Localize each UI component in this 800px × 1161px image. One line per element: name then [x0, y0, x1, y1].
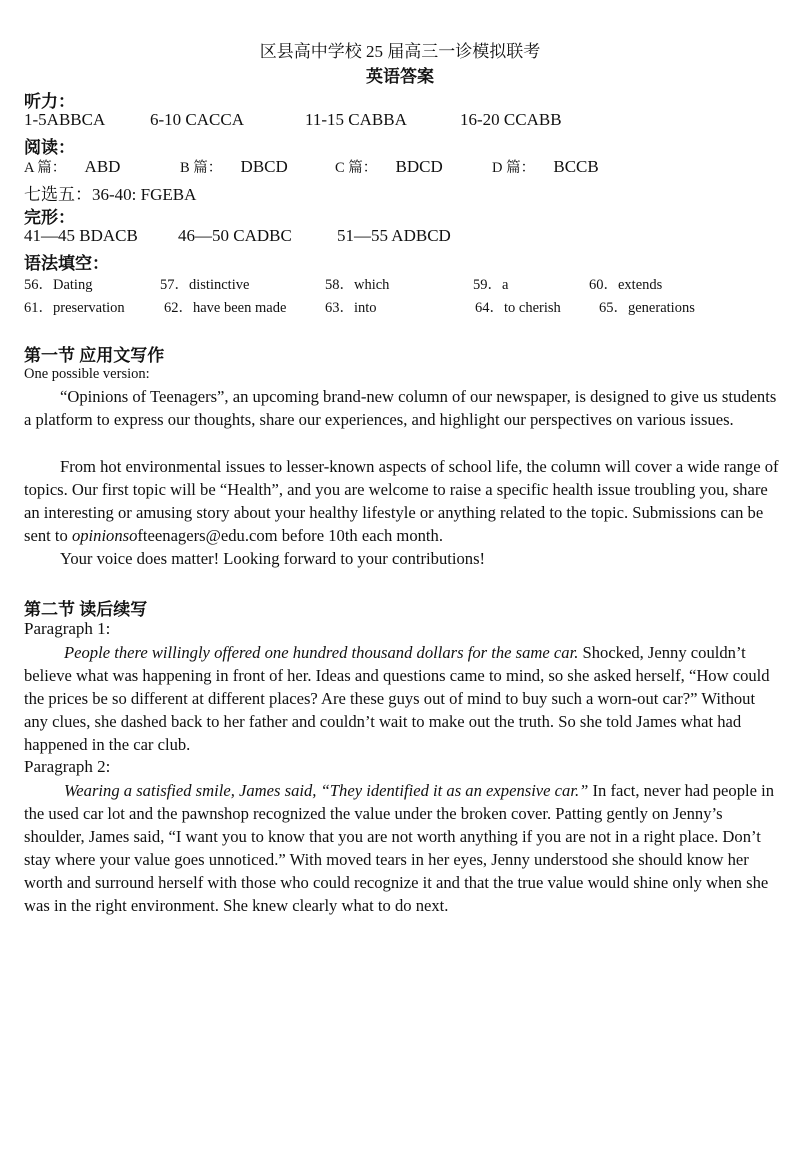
reading-part-c	[335, 156, 443, 177]
section1-version-label: One possible version:	[24, 366, 150, 382]
section1-paragraph-1-text: “Opinions of Teenagers”, an upcoming brand-new column of our newspaper, is designed to give us students a platform to express our thoughts, share our experiences, and highlight our perspectives on various issues.	[24, 387, 777, 430]
paragraph-2-body: In fact, never had people in the used car lot and the pawnshop recognized the value under the broken cover. Patting gently on Jenny’s shoulder, James said, “I want you to know that you are not worth anything if you are not in a right place. Don’t stay where your value goes unnoticed.” With moved tears in her eyes, Jenny understood she should know her worth and surround herself with those who could recognize it and that the true value would shine only when she was in the right environment. She knew clearly what to do next.	[24, 781, 775, 916]
reading-part-label: D 篇：	[492, 160, 536, 176]
grammar-item: 56．Dating	[24, 277, 93, 293]
grammar-item: 58．which	[325, 277, 390, 293]
grammar-item: 62．have been made	[164, 300, 287, 316]
section1-paragraph-1	[24, 385, 780, 431]
paragraph-1-body: Shocked, Jenny couldn’t believe what was happening in front of her. Ideas and questions came to mind, so she asked herself, “How could the prices be so different at different places? Are these guys out of mind to buy such a worn-out car?” Without any clues, she dashed back to her father and couldn’t wait to make out the truth. So she told James what had happened in the car club.	[24, 643, 770, 755]
listening-group-3: 11-15 CABBA	[305, 110, 407, 129]
reading-part-a	[24, 156, 120, 177]
seven-choose-five: 七选五：36-40: FGEBA	[24, 185, 197, 204]
section1-paragraph-2-text: From hot environmental issues to lesser-known aspects of school life, the column will cover a wide range of topics. Our first topic will be “Health”, and you are welcome to raise a specific health issue troubling you, share an interesting or amusing story about your healthy lifestyle or anything related to the topic. Submissions can be sent to	[24, 457, 779, 546]
reading-part-answer: ABD	[84, 157, 121, 176]
section1-paragraph-2-tail: before 10th each month.	[277, 526, 443, 546]
document-subtitle: 英语答案	[366, 67, 434, 86]
section2-paragraph-2	[24, 779, 780, 918]
grammar-item: 65．generations	[599, 300, 695, 316]
section1-paragraph-3	[24, 547, 780, 570]
paragraph-2-lead: Wearing a satisfied smile, James said, “They identified it as an expensive car.”	[64, 781, 589, 800]
grammar-item: 61．preservation	[24, 300, 125, 316]
listening-group-4: 16-20 CCABB	[460, 110, 562, 129]
paragraph-1-lead: People there willingly offered one hundred thousand dollars for the same car.	[64, 643, 579, 662]
reading-part-d	[492, 156, 599, 177]
document-title: 区县高中学校 25 届高三一诊模拟联考	[259, 42, 541, 61]
reading-heading: 阅读：	[24, 138, 75, 157]
section1-heading: 第一节 应用文写作	[24, 346, 165, 365]
paragraph-1-label: Paragraph 1:	[24, 619, 111, 638]
section1-paragraph-2	[24, 455, 780, 547]
email-italic-part: opinionso	[71, 526, 138, 546]
section1-paragraph-3-text: Your voice does matter! Looking forward to your contributions!	[60, 549, 486, 568]
section2-heading: 第二节 读后续写	[24, 600, 148, 619]
reading-part-answer: DBCD	[240, 157, 288, 176]
reading-part-answer: BCCB	[553, 157, 599, 176]
cloze-heading: 完形：	[24, 208, 75, 227]
reading-part-label: A 篇：	[24, 160, 67, 176]
reading-part-b	[180, 156, 288, 177]
reading-part-answer: BDCD	[395, 157, 443, 176]
listening-heading: 听力：	[24, 92, 75, 111]
email-rest: fteenagers@edu.com	[137, 526, 278, 546]
reading-part-label: B 篇：	[180, 160, 223, 176]
cloze-group-3: 51—55 ADBCD	[337, 226, 451, 245]
grammar-item: 57．distinctive	[160, 277, 250, 293]
section2-paragraph-1	[24, 641, 780, 756]
reading-part-label: C 篇：	[335, 160, 378, 176]
grammar-item: 63．into	[325, 300, 377, 316]
grammar-item: 64．to cherish	[475, 300, 561, 316]
listening-group-2: 6-10 CACCA	[150, 110, 244, 129]
grammar-heading: 语法填空：	[24, 254, 109, 273]
grammar-item: 59．a	[473, 277, 509, 293]
grammar-item: 60．extends	[589, 277, 663, 293]
listening-group-1: 1-5ABBCA	[24, 110, 106, 129]
cloze-group-1: 41—45 BDACB	[24, 226, 138, 245]
cloze-group-2: 46—50 CADBC	[178, 226, 292, 245]
paragraph-2-label: Paragraph 2:	[24, 757, 111, 776]
